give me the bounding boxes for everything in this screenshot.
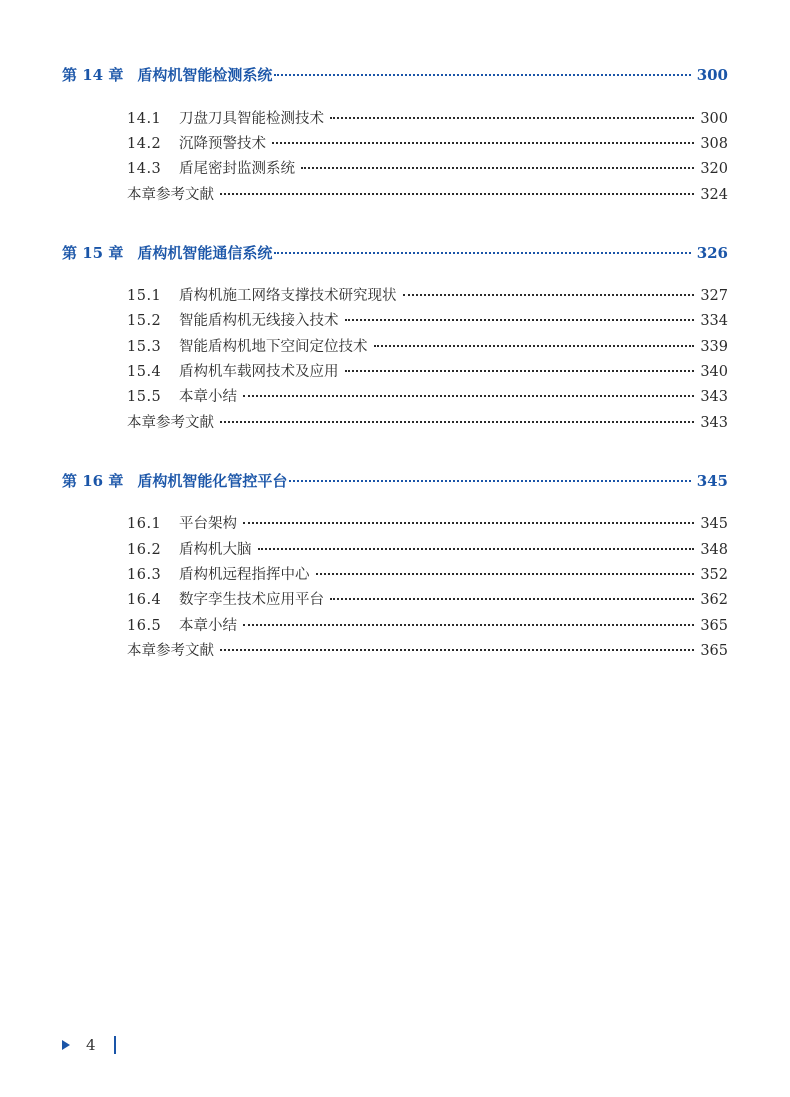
leader-dots: [258, 548, 695, 550]
section-title: 盾构机施工网络支撑技术研究现状: [179, 288, 397, 304]
leader-dots: [316, 573, 695, 575]
leader-dots: [220, 649, 694, 651]
toc-entry[interactable]: [127, 385, 728, 406]
section-number: 16.1: [127, 516, 162, 532]
page-number: 4: [86, 1036, 96, 1054]
section-page: 340: [700, 364, 728, 380]
toc-entry-references[interactable]: [127, 183, 728, 204]
chevron-right-icon: [62, 1040, 70, 1050]
section-title: 智能盾构机无线接入技术: [179, 313, 339, 329]
toc-entry-references[interactable]: [127, 411, 728, 432]
section-title: 沉降预警技术: [179, 136, 266, 152]
toc-entry-references[interactable]: [127, 639, 728, 660]
toc-entry[interactable]: [127, 588, 728, 609]
leader-dots: [374, 345, 695, 347]
leader-dots: [330, 598, 694, 600]
leader-dots: [272, 142, 694, 144]
section-page: 324: [700, 187, 728, 203]
chapter-number: 第 14 章: [62, 66, 124, 84]
toc-entry[interactable]: [127, 309, 728, 330]
leader-dots: [243, 522, 694, 524]
section-title: 平台架构: [179, 516, 237, 532]
section-page: 308: [700, 136, 728, 152]
chapter-page: 300: [696, 66, 728, 84]
section-number: 14.1: [127, 111, 162, 127]
toc-entry[interactable]: [127, 157, 728, 178]
section-title: 刀盘刀具智能检测技术: [179, 111, 324, 127]
section-number: 15.2: [127, 313, 162, 329]
leader-dots: [220, 193, 694, 195]
section-page: 345: [700, 516, 728, 532]
footer-divider: [114, 1036, 116, 1054]
chapter-heading[interactable]: [62, 470, 728, 491]
section-title: 盾构机远程指挥中心: [179, 567, 310, 583]
chapter-page: 345: [696, 472, 728, 490]
leader-dots: [345, 319, 695, 321]
leader-dots: [403, 294, 695, 296]
section-title: 本章小结: [179, 389, 237, 405]
chapter-number: 第 16 章: [62, 472, 124, 490]
section-number: 15.1: [127, 288, 162, 304]
leader-dots: [345, 370, 695, 372]
section-page: 343: [700, 415, 728, 431]
section-number: 16.3: [127, 567, 162, 583]
section-title: 本章小结: [179, 618, 237, 634]
section-page: 300: [700, 111, 728, 127]
leader-dots: [330, 117, 694, 119]
section-number: 15.3: [127, 339, 162, 355]
section-page: 348: [700, 542, 728, 558]
section-page: 365: [700, 643, 728, 659]
page-footer: [62, 1036, 116, 1054]
toc-entry[interactable]: [127, 107, 728, 128]
section-page: 343: [700, 389, 728, 405]
leader-dots: [274, 252, 690, 254]
section-number: 14.3: [127, 161, 162, 177]
toc-entry[interactable]: [127, 614, 728, 635]
chapter-title: 盾构机智能化管控平台: [137, 472, 288, 490]
toc-entry[interactable]: [127, 335, 728, 356]
section-page: 352: [700, 567, 728, 583]
section-page: 327: [700, 288, 728, 304]
leader-dots: [243, 395, 694, 397]
section-number: 16.5: [127, 618, 162, 634]
chapter-page: 326: [696, 244, 728, 262]
toc-entry[interactable]: [127, 360, 728, 381]
section-title: 盾尾密封监测系统: [179, 161, 295, 177]
section-page: 362: [700, 592, 728, 608]
toc-entry[interactable]: [127, 538, 728, 559]
section-page: 339: [700, 339, 728, 355]
section-page: 365: [700, 618, 728, 634]
section-title: 盾构机车载网技术及应用: [179, 364, 339, 380]
toc-entry[interactable]: [127, 512, 728, 533]
chapter-title: 盾构机智能通信系统: [137, 244, 273, 262]
chapter-heading[interactable]: [62, 64, 728, 85]
section-title: 智能盾构机地下空间定位技术: [179, 339, 368, 355]
toc-entry[interactable]: [127, 132, 728, 153]
section-title: 本章参考文献: [127, 187, 214, 203]
toc-entry[interactable]: [127, 284, 728, 305]
section-number: 14.2: [127, 136, 162, 152]
leader-dots: [220, 421, 694, 423]
chapter-number: 第 15 章: [62, 244, 124, 262]
leader-dots: [274, 74, 690, 76]
section-title: 盾构机大脑: [179, 542, 252, 558]
section-number: 15.5: [127, 389, 162, 405]
section-page: 334: [700, 313, 728, 329]
leader-dots: [301, 167, 694, 169]
chapter-heading[interactable]: [62, 242, 728, 263]
section-title: 本章参考文献: [127, 415, 214, 431]
leader-dots: [289, 480, 690, 482]
section-title: 本章参考文献: [127, 643, 214, 659]
chapter-title: 盾构机智能检测系统: [137, 66, 273, 84]
section-number: 15.4: [127, 364, 162, 380]
leader-dots: [243, 624, 694, 626]
section-number: 16.4: [127, 592, 162, 608]
toc-entry[interactable]: [127, 563, 728, 584]
section-page: 320: [700, 161, 728, 177]
section-title: 数字孪生技术应用平台: [179, 592, 324, 608]
section-number: 16.2: [127, 542, 162, 558]
